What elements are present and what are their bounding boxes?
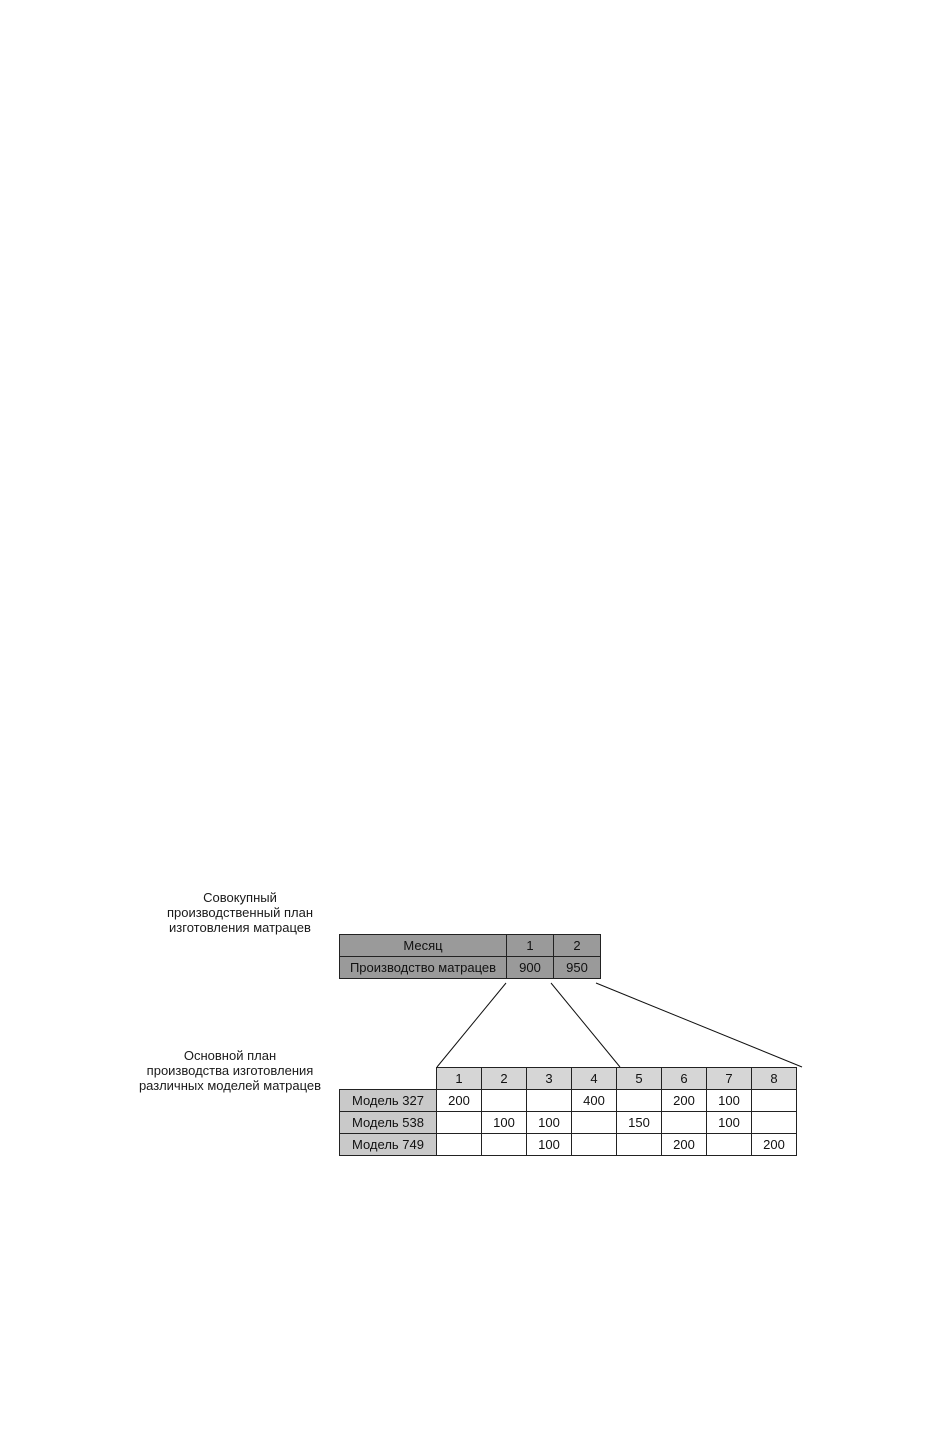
quantity-cell (752, 1112, 797, 1134)
quantity-cell (662, 1112, 707, 1134)
quantity-cell: 200 (662, 1134, 707, 1156)
month-row (340, 935, 601, 957)
model-label: Модель 538 (340, 1112, 437, 1134)
quantity-cell (707, 1134, 752, 1156)
production-row (340, 957, 601, 979)
table-row (340, 1134, 797, 1156)
quantity-cell (437, 1112, 482, 1134)
production-cell: 950 (554, 957, 601, 979)
quantity-cell: 200 (437, 1090, 482, 1112)
connector-line (437, 983, 506, 1067)
master-schedule-table (339, 1067, 797, 1156)
quantity-cell (482, 1090, 527, 1112)
quantity-cell: 100 (527, 1134, 572, 1156)
week-header-cell: 7 (707, 1068, 752, 1090)
quantity-cell: 100 (707, 1112, 752, 1134)
month-row-label: Месяц (340, 935, 507, 957)
master-caption-line: Основной план (183, 1048, 277, 1063)
quantity-cell: 200 (662, 1090, 707, 1112)
quantity-cell (572, 1134, 617, 1156)
month-cell: 2 (554, 935, 601, 957)
master-plan-caption (126, 1048, 334, 1093)
model-label: Модель 327 (340, 1090, 437, 1112)
table-row (340, 1112, 797, 1134)
aggregate-caption-line: изготовления матрацев (169, 920, 311, 935)
connector-line (596, 983, 802, 1067)
week-header-cell: 8 (752, 1068, 797, 1090)
quantity-cell: 100 (527, 1112, 572, 1134)
model-label: Модель 749 (340, 1134, 437, 1156)
quantity-cell (482, 1134, 527, 1156)
table-row (340, 1090, 797, 1112)
month-cell: 1 (507, 935, 554, 957)
connector-line (551, 983, 620, 1067)
production-row-label: Производство матрацев (340, 957, 507, 979)
quantity-cell: 150 (617, 1112, 662, 1134)
empty-corner-cell (340, 1068, 437, 1090)
aggregate-caption-line: Совокупный (203, 890, 277, 905)
quantity-cell (617, 1090, 662, 1112)
week-header-cell: 5 (617, 1068, 662, 1090)
quantity-cell (527, 1090, 572, 1112)
week-header-cell: 6 (662, 1068, 707, 1090)
week-header-row (340, 1068, 797, 1090)
quantity-cell (617, 1134, 662, 1156)
aggregate-plan-caption (150, 890, 330, 935)
quantity-cell: 200 (752, 1134, 797, 1156)
quantity-cell: 100 (482, 1112, 527, 1134)
week-header-cell: 1 (437, 1068, 482, 1090)
quantity-cell: 400 (572, 1090, 617, 1112)
master-caption-line: производства изготовления (146, 1063, 314, 1078)
week-header-cell: 2 (482, 1068, 527, 1090)
quantity-cell (752, 1090, 797, 1112)
quantity-cell (572, 1112, 617, 1134)
aggregate-plan-table (339, 934, 601, 979)
quantity-cell (437, 1134, 482, 1156)
production-cell: 900 (507, 957, 554, 979)
aggregate-caption-line: производственный план (166, 905, 314, 920)
master-caption-line: различных моделей матрацев (138, 1078, 322, 1093)
quantity-cell: 100 (707, 1090, 752, 1112)
week-header-cell: 3 (527, 1068, 572, 1090)
week-header-cell: 4 (572, 1068, 617, 1090)
